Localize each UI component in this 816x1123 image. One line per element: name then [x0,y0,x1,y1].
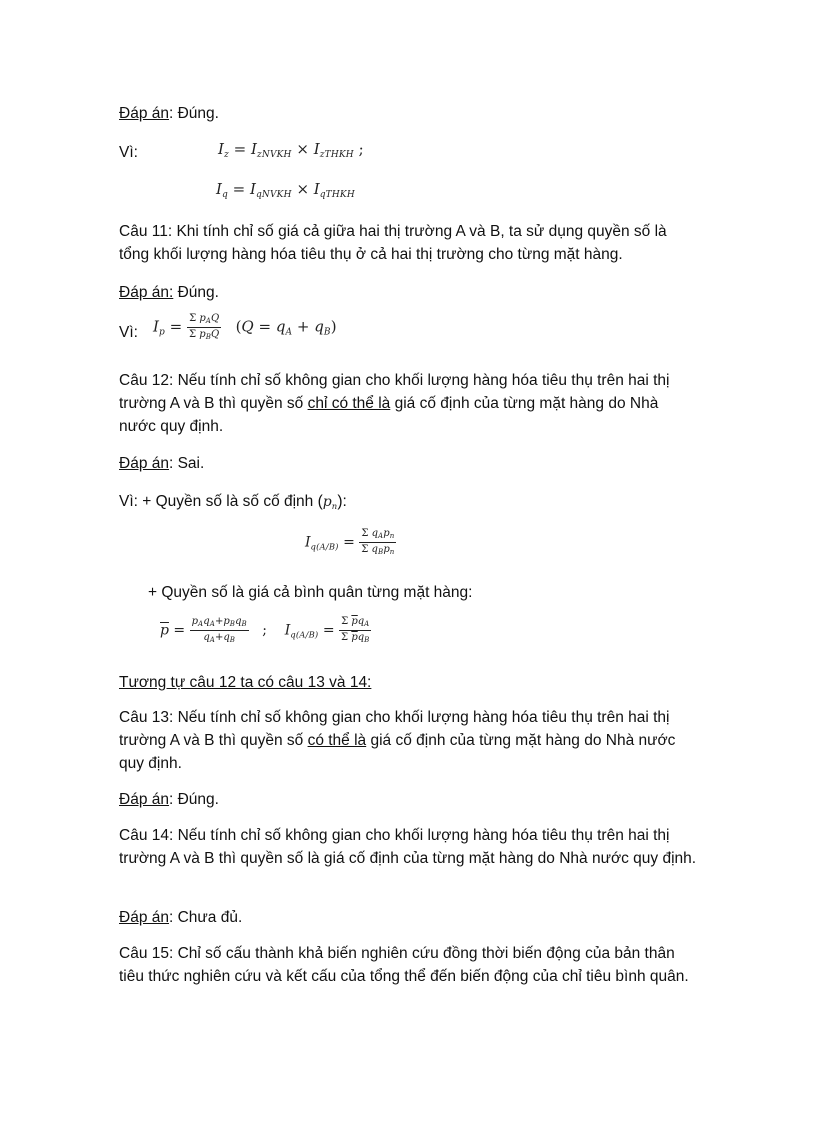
answer-value: : Đúng. [168,105,219,122]
because-label-1: Vì: [119,144,138,161]
underlined-phrase: chỉ có thể là [307,395,391,412]
question-15: Câu 15: Chỉ số cấu thành khả biến nghiên cứu đồng thời biến động của bản thân tiêu thức nghiên cứu và kết cấu của tổng thể đến biến động của chỉ tiêu bình quân. [119,945,689,985]
because-line-3: Vì: + Quyền số là số cố định $(p_n)$: [119,493,347,511]
answer-value: Đúng. [173,284,219,301]
formula-iq: $I_q = I_{qNVKH} \times I_{qTHKH}$ [216,180,355,200]
answer-line-5 [119,906,699,929]
answer-value: : Sai. [168,455,205,472]
answer-value: : Chưa đủ. [168,909,243,926]
question-13: Câu 13: Nếu tính chỉ số không gian cho khối lượng hàng hóa tiêu thụ trên hai thị trường A và B thì quyền số có thể là giá cố định của từng mặt hàng do Nhà nước quy định. [119,709,676,772]
answer-line-2 [119,281,699,304]
answer-value: : Đúng. [168,791,219,808]
formula-pn: $p_n$ [322,494,338,511]
answer-line-1 [119,102,699,125]
answer-label: Đáp án [119,791,169,808]
answer-label: Đáp án [119,455,169,472]
answer-line-3 [119,452,699,475]
question-12: Câu 12: Nếu tính chỉ số không gian cho khối lượng hàng hóa tiêu thụ trên hai thị trường A và B thì quyền số chỉ có thể là giá cố định của từng mặt hàng do Nhà nước quy định. [119,372,670,435]
bullet-average-price: + Quyền số là giá cả bình quân từng mặt hàng: [148,584,473,601]
because-label-2: Vì: [119,324,138,341]
question-14: Câu 14: Nếu tính chỉ số không gian cho khối lượng hàng hóa tiêu thụ trên hai thị trường A và B thì quyền số là giá cố định của từng mặt hàng do Nhà nước quy định. [119,827,697,867]
answer-label: Đáp án: [119,284,174,301]
answer-label: Đáp án [119,909,169,926]
formula-ip: $I_p$ = $\frac{\Sigma p_AQ}{\Sigma p_BQ}$ $(Q = q_A + q_B)$ [153,313,337,341]
formula-average-price: $\overline{p}$ = $\frac{p_Aq_A+p_Bq_B}{q_A+q_B}$ ; $I_{q(A/B)}$ = $\frac{\Sigma \overline{p}q_A}{\Sigma \overline{p}q_B}$ [160,616,370,644]
underlined-phrase: có thể là [307,732,367,749]
question-11: Câu 11: Khi tính chỉ số giá cả giữa hai thị trường A và B, ta sử dụng quyền số là tổng khối lượng hàng hóa tiêu thụ ở cả hai thị trường cho từng mặt hàng. [119,223,667,263]
answer-label: Đáp án [119,105,169,122]
answer-line-4 [119,788,699,811]
similar-note: Tương tự câu 12 ta có câu 13 và 14: [119,674,372,691]
formula-iq-ab-fixed: $I_{q(A/B)}$ = $\frac{\Sigma q_Ap_n}{\Sigma q_Bp_n}$ [305,528,395,556]
formula-iz: $I_z = I_{zNVKH} \times I_{zTHKH}$ ; [218,140,364,160]
